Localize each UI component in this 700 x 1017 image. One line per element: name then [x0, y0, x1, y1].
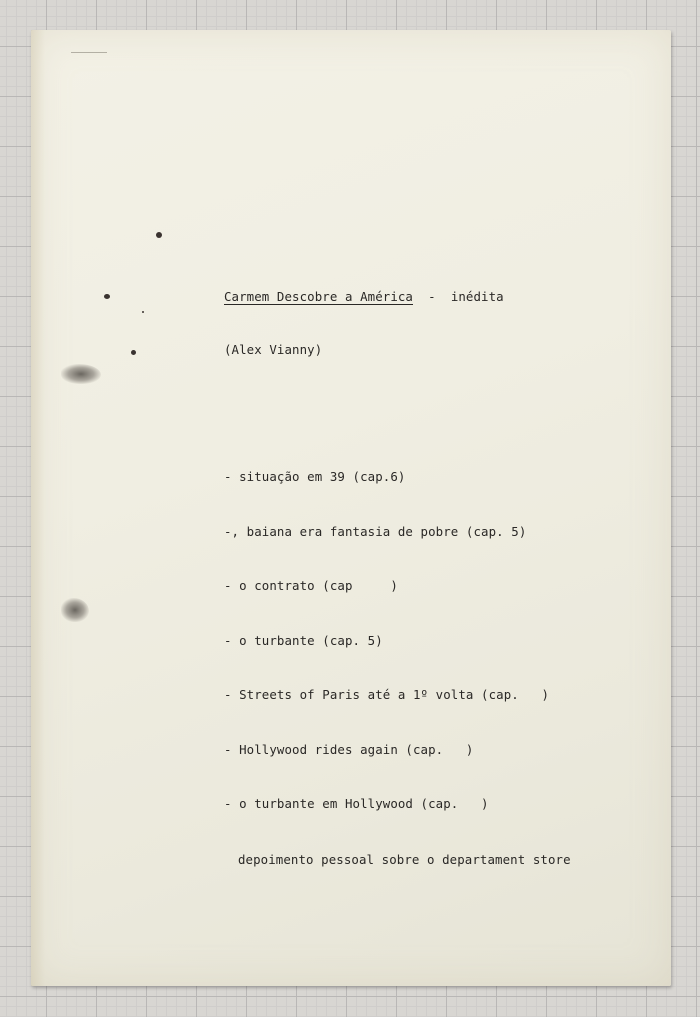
binding-hole: [142, 311, 144, 313]
title-separator: -: [428, 289, 436, 304]
list-item: - situação em 39 (cap.6): [224, 469, 406, 484]
list-item: - Hollywood rides again (cap. ): [224, 741, 474, 757]
document-title: Carmem Descobre a América: [224, 289, 413, 304]
staple-tear: [61, 598, 89, 622]
typed-text-block: [224, 256, 571, 933]
pencil-mark: [71, 52, 107, 53]
list-item: - o turbante (cap. 5): [224, 632, 383, 648]
author-line: (Alex Vianny): [224, 342, 323, 357]
typed-sheet: [31, 30, 671, 986]
list-item: - o turbante em Hollywood (cap. ): [224, 796, 489, 811]
list-item: - Streets of Paris até a 1º volta (cap. ): [224, 687, 550, 702]
list-item: - o contrato (cap ): [224, 578, 398, 593]
binding-hole: [156, 232, 162, 238]
item-list: [224, 435, 571, 903]
list-item-continuation: depoimento pessoal sobre o departament store: [238, 851, 571, 867]
binding-hole: [104, 294, 110, 299]
header-line: [224, 286, 571, 308]
status-label: inédita: [450, 289, 504, 304]
staple-tear: [61, 364, 101, 384]
list-item: -, baiana era fantasia de pobre (cap. 5): [224, 523, 527, 539]
binding-hole: [131, 350, 136, 355]
paper-edge-shade: [31, 30, 45, 986]
